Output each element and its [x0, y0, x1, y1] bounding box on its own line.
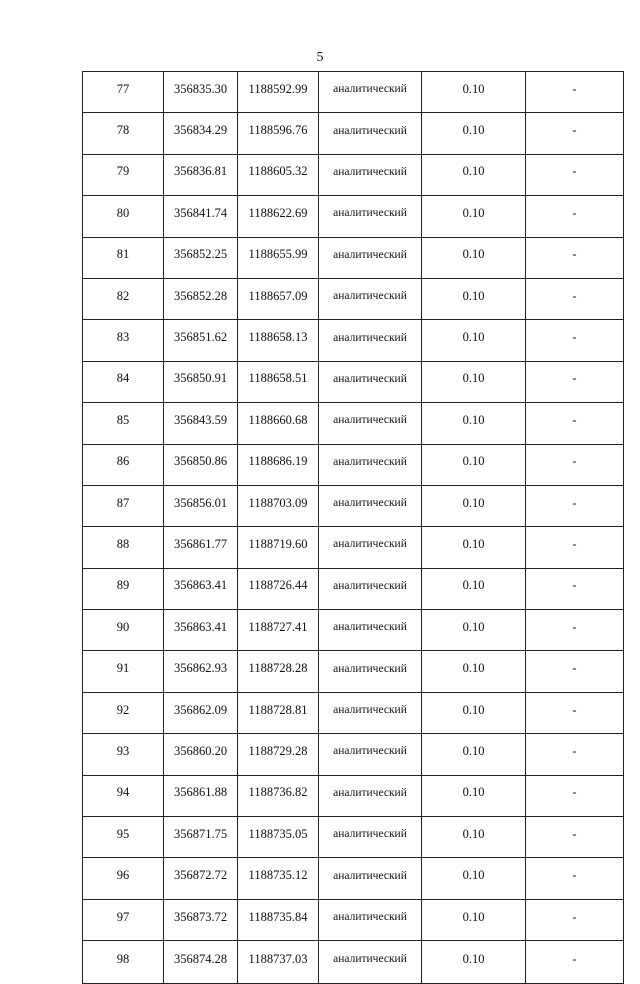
y-coordinate-cell: 1188703.09	[238, 485, 319, 526]
accuracy-cell: 0.10	[422, 320, 526, 361]
x-coordinate-cell: 356871.75	[164, 817, 238, 858]
method-cell: аналитический	[319, 568, 422, 609]
x-coordinate-cell: 356861.77	[164, 527, 238, 568]
point-number-cell: 84	[83, 361, 164, 402]
table-row	[83, 403, 624, 444]
method-cell: аналитический	[319, 196, 422, 237]
table-row	[83, 775, 624, 816]
description-cell: -	[526, 403, 624, 444]
accuracy-cell: 0.10	[422, 361, 526, 402]
x-coordinate-cell: 356861.88	[164, 775, 238, 816]
accuracy-cell: 0.10	[422, 817, 526, 858]
description-cell: -	[526, 775, 624, 816]
method-cell: аналитический	[319, 858, 422, 899]
description-cell: -	[526, 237, 624, 278]
point-number-cell: 86	[83, 444, 164, 485]
method-cell: аналитический	[319, 527, 422, 568]
x-coordinate-cell: 356872.72	[164, 858, 238, 899]
coordinates-table	[82, 71, 624, 984]
table-row	[83, 196, 624, 237]
y-coordinate-cell: 1188735.05	[238, 817, 319, 858]
accuracy-cell: 0.10	[422, 858, 526, 899]
table-row	[83, 734, 624, 775]
x-coordinate-cell: 356863.41	[164, 568, 238, 609]
y-coordinate-cell: 1188655.99	[238, 237, 319, 278]
description-cell: -	[526, 858, 624, 899]
point-number-cell: 90	[83, 610, 164, 651]
table-row	[83, 817, 624, 858]
description-cell: -	[526, 361, 624, 402]
method-cell: аналитический	[319, 320, 422, 361]
accuracy-cell: 0.10	[422, 610, 526, 651]
accuracy-cell: 0.10	[422, 775, 526, 816]
y-coordinate-cell: 1188657.09	[238, 278, 319, 319]
point-number-cell: 83	[83, 320, 164, 361]
method-cell: аналитический	[319, 734, 422, 775]
description-cell: -	[526, 734, 624, 775]
y-coordinate-cell: 1188726.44	[238, 568, 319, 609]
accuracy-cell: 0.10	[422, 734, 526, 775]
x-coordinate-cell: 356835.30	[164, 72, 238, 113]
table-row	[83, 444, 624, 485]
description-cell: -	[526, 72, 624, 113]
accuracy-cell: 0.10	[422, 154, 526, 195]
method-cell: аналитический	[319, 899, 422, 940]
y-coordinate-cell: 1188686.19	[238, 444, 319, 485]
description-cell: -	[526, 196, 624, 237]
description-cell: -	[526, 568, 624, 609]
x-coordinate-cell: 356843.59	[164, 403, 238, 444]
point-number-cell: 94	[83, 775, 164, 816]
x-coordinate-cell: 356850.91	[164, 361, 238, 402]
method-cell: аналитический	[319, 403, 422, 444]
description-cell: -	[526, 278, 624, 319]
y-coordinate-cell: 1188605.32	[238, 154, 319, 195]
method-cell: аналитический	[319, 610, 422, 651]
x-coordinate-cell: 356841.74	[164, 196, 238, 237]
accuracy-cell: 0.10	[422, 444, 526, 485]
point-number-cell: 98	[83, 941, 164, 984]
accuracy-cell: 0.10	[422, 651, 526, 692]
x-coordinate-cell: 356851.62	[164, 320, 238, 361]
accuracy-cell: 0.10	[422, 527, 526, 568]
point-number-cell: 88	[83, 527, 164, 568]
table-row	[83, 72, 624, 113]
table-row	[83, 154, 624, 195]
table-row	[83, 485, 624, 526]
table-row	[83, 113, 624, 154]
x-coordinate-cell: 356836.81	[164, 154, 238, 195]
y-coordinate-cell: 1188622.69	[238, 196, 319, 237]
description-cell: -	[526, 154, 624, 195]
coordinates-table-body	[83, 72, 624, 984]
x-coordinate-cell: 356834.29	[164, 113, 238, 154]
description-cell: -	[526, 692, 624, 733]
method-cell: аналитический	[319, 361, 422, 402]
accuracy-cell: 0.10	[422, 485, 526, 526]
description-cell: -	[526, 444, 624, 485]
x-coordinate-cell: 356862.93	[164, 651, 238, 692]
x-coordinate-cell: 356856.01	[164, 485, 238, 526]
method-cell: аналитический	[319, 692, 422, 733]
point-number-cell: 89	[83, 568, 164, 609]
point-number-cell: 85	[83, 403, 164, 444]
point-number-cell: 82	[83, 278, 164, 319]
method-cell: аналитический	[319, 775, 422, 816]
method-cell: аналитический	[319, 444, 422, 485]
point-number-cell: 79	[83, 154, 164, 195]
y-coordinate-cell: 1188728.81	[238, 692, 319, 733]
point-number-cell: 78	[83, 113, 164, 154]
table-row	[83, 651, 624, 692]
x-coordinate-cell: 356852.25	[164, 237, 238, 278]
method-cell: аналитический	[319, 651, 422, 692]
description-cell: -	[526, 320, 624, 361]
table-row	[83, 941, 624, 984]
method-cell: аналитический	[319, 237, 422, 278]
y-coordinate-cell: 1188658.51	[238, 361, 319, 402]
x-coordinate-cell: 356850.86	[164, 444, 238, 485]
accuracy-cell: 0.10	[422, 196, 526, 237]
table-row	[83, 858, 624, 899]
description-cell: -	[526, 899, 624, 940]
table-row	[83, 610, 624, 651]
description-cell: -	[526, 113, 624, 154]
point-number-cell: 95	[83, 817, 164, 858]
x-coordinate-cell: 356863.41	[164, 610, 238, 651]
table-row	[83, 237, 624, 278]
y-coordinate-cell: 1188737.03	[238, 941, 319, 984]
accuracy-cell: 0.10	[422, 692, 526, 733]
accuracy-cell: 0.10	[422, 568, 526, 609]
table-row	[83, 361, 624, 402]
accuracy-cell: 0.10	[422, 113, 526, 154]
y-coordinate-cell: 1188727.41	[238, 610, 319, 651]
point-number-cell: 87	[83, 485, 164, 526]
y-coordinate-cell: 1188735.84	[238, 899, 319, 940]
accuracy-cell: 0.10	[422, 278, 526, 319]
accuracy-cell: 0.10	[422, 72, 526, 113]
y-coordinate-cell: 1188729.28	[238, 734, 319, 775]
accuracy-cell: 0.10	[422, 899, 526, 940]
accuracy-cell: 0.10	[422, 237, 526, 278]
y-coordinate-cell: 1188592.99	[238, 72, 319, 113]
method-cell: аналитический	[319, 154, 422, 195]
table-row	[83, 899, 624, 940]
x-coordinate-cell: 356852.28	[164, 278, 238, 319]
description-cell: -	[526, 941, 624, 984]
y-coordinate-cell: 1188596.76	[238, 113, 319, 154]
point-number-cell: 80	[83, 196, 164, 237]
table-row	[83, 568, 624, 609]
table-row	[83, 320, 624, 361]
y-coordinate-cell: 1188735.12	[238, 858, 319, 899]
x-coordinate-cell: 356873.72	[164, 899, 238, 940]
page-number: 5	[316, 50, 324, 65]
accuracy-cell: 0.10	[422, 403, 526, 444]
table-row	[83, 527, 624, 568]
table-row	[83, 692, 624, 733]
description-cell: -	[526, 527, 624, 568]
point-number-cell: 97	[83, 899, 164, 940]
method-cell: аналитический	[319, 817, 422, 858]
y-coordinate-cell: 1188660.68	[238, 403, 319, 444]
point-number-cell: 77	[83, 72, 164, 113]
y-coordinate-cell: 1188736.82	[238, 775, 319, 816]
point-number-cell: 81	[83, 237, 164, 278]
method-cell: аналитический	[319, 278, 422, 319]
method-cell: аналитический	[319, 72, 422, 113]
method-cell: аналитический	[319, 113, 422, 154]
table-row	[83, 278, 624, 319]
x-coordinate-cell: 356874.28	[164, 941, 238, 984]
description-cell: -	[526, 817, 624, 858]
point-number-cell: 91	[83, 651, 164, 692]
description-cell: -	[526, 610, 624, 651]
point-number-cell: 92	[83, 692, 164, 733]
point-number-cell: 93	[83, 734, 164, 775]
y-coordinate-cell: 1188728.28	[238, 651, 319, 692]
accuracy-cell: 0.10	[422, 941, 526, 984]
y-coordinate-cell: 1188658.13	[238, 320, 319, 361]
x-coordinate-cell: 356862.09	[164, 692, 238, 733]
x-coordinate-cell: 356860.20	[164, 734, 238, 775]
method-cell: аналитический	[319, 485, 422, 526]
description-cell: -	[526, 485, 624, 526]
description-cell: -	[526, 651, 624, 692]
method-cell: аналитический	[319, 941, 422, 984]
y-coordinate-cell: 1188719.60	[238, 527, 319, 568]
point-number-cell: 96	[83, 858, 164, 899]
